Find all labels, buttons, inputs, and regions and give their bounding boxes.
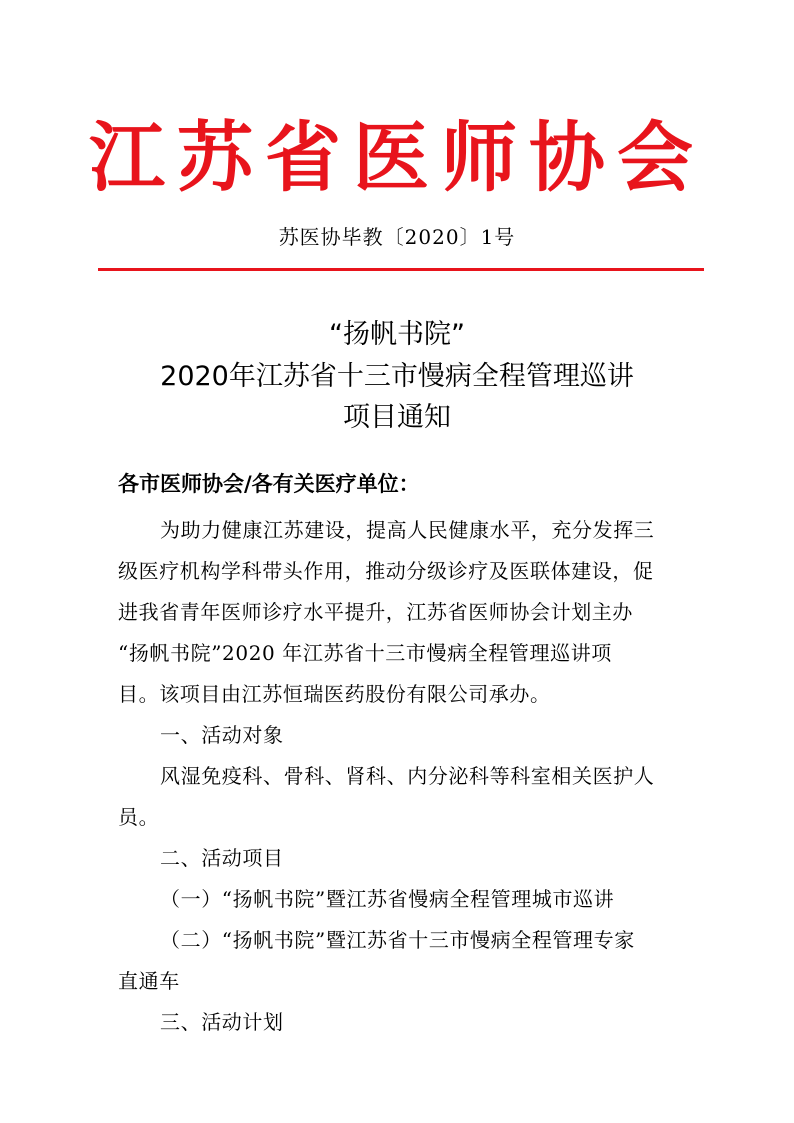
red-header-divider bbox=[98, 268, 704, 271]
section-heading: 三、活动计划 bbox=[160, 1010, 284, 1034]
notice-title-line-3: 项目通知 bbox=[343, 402, 451, 433]
notice-title-line-1: “扬帆书院” bbox=[329, 319, 465, 350]
salutation: 各市医师协会/各有关医疗单位： bbox=[118, 472, 420, 496]
section-heading: 一、活动对象 bbox=[160, 723, 284, 747]
document-number: 苏医协毕教〔2020〕1号 bbox=[278, 225, 516, 249]
body-line: 为助力健康江苏建设，提高人民健康水平，充分发挥三 bbox=[160, 518, 655, 542]
body-line: 目。该项目由江苏恒瑞医药股份有限公司承办。 bbox=[118, 682, 551, 706]
section-heading: 二、活动项目 bbox=[160, 846, 284, 870]
list-item: （一）“扬帆书院”暨江苏省慢病全程管理城市巡讲 bbox=[160, 887, 615, 911]
body-line: 直通车 bbox=[118, 969, 180, 993]
notice-title-line-2: 2020年江苏省十三市慢病全程管理巡讲 bbox=[160, 361, 634, 392]
list-item: （二）“扬帆书院”暨江苏省十三市慢病全程管理专家 bbox=[160, 928, 635, 952]
body-line: 风湿免疫科、骨科、肾科、内分泌科等科室相关医护人 bbox=[160, 764, 655, 788]
body-line: 员。 bbox=[118, 805, 160, 829]
body-line: 进我省青年医师诊疗水平提升，江苏省医师协会计划主办 bbox=[118, 600, 633, 624]
body-line: “扬帆书院”2020 年江苏省十三市慢病全程管理巡讲项 bbox=[118, 641, 612, 665]
body-line: 级医疗机构学科带头作用，推动分级诊疗及医联体建设，促 bbox=[118, 559, 654, 583]
masthead-organization-name: 江苏省医师协会 bbox=[89, 113, 705, 202]
